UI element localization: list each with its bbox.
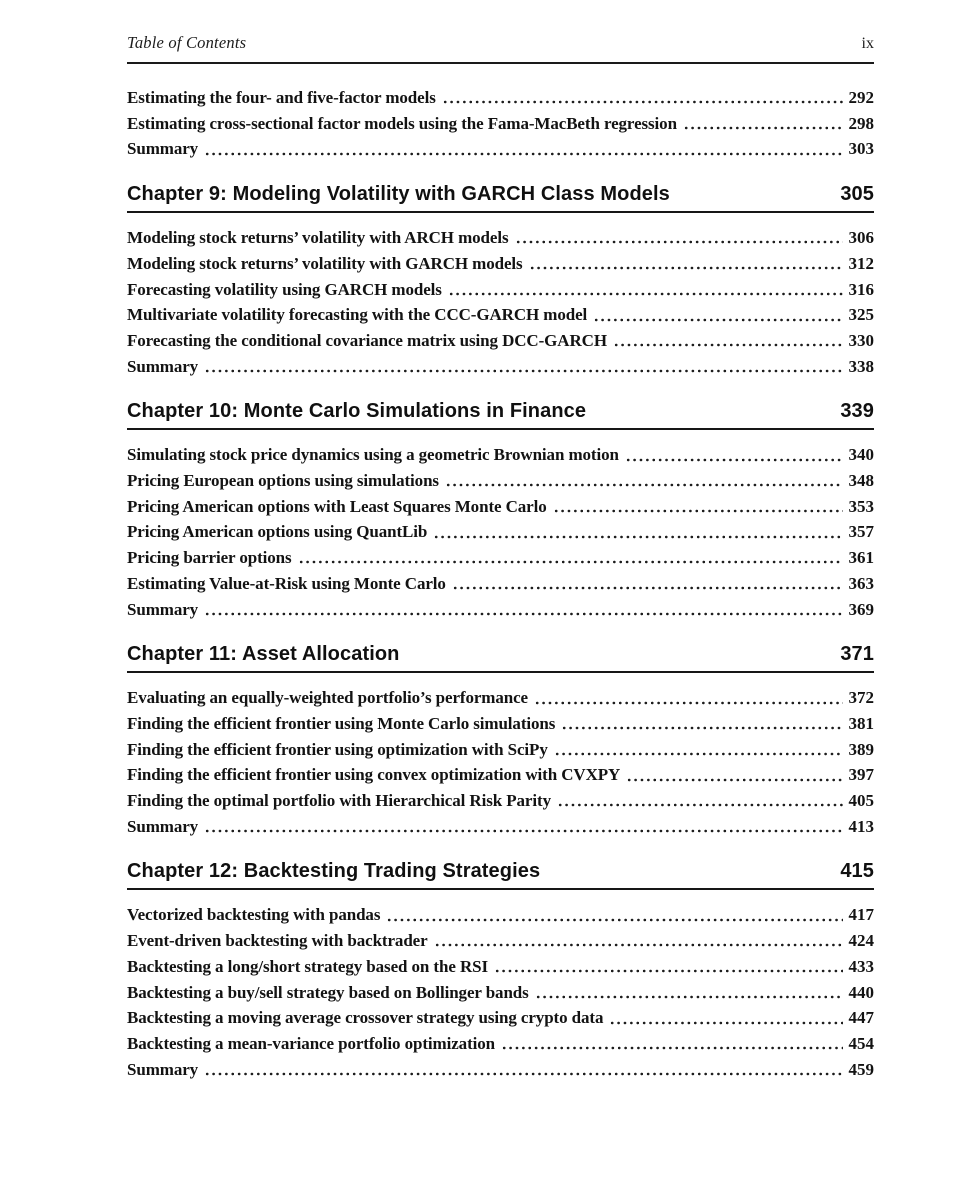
chapter-page-number: 415 <box>840 860 874 883</box>
toc-entry <box>127 980 874 1006</box>
toc-entry-title: Backtesting a long/short strategy based on the RSI <box>127 956 488 976</box>
toc-entry-page-number: 303 <box>848 139 874 159</box>
dot-leader <box>298 545 843 571</box>
toc-entry <box>127 711 874 737</box>
toc-entry-title: Finding the efficient frontier using Monte Carlo simulations <box>127 713 556 733</box>
toc-entry-title: Estimating cross-sectional factor models using the Fama-MacBeth regression <box>127 113 677 133</box>
toc-section <box>127 644 874 839</box>
toc-entry-page-number: 348 <box>848 471 874 491</box>
toc-entry <box>127 545 874 571</box>
toc-entry-page-number: 353 <box>848 496 874 516</box>
toc-entry-page-number: 413 <box>848 816 874 836</box>
dot-leader <box>609 1005 843 1031</box>
chapter-page-number: 371 <box>840 643 874 666</box>
dot-leader <box>386 902 843 928</box>
toc-entry <box>127 597 874 623</box>
toc-entry-page-number: 292 <box>848 88 874 107</box>
toc-entry <box>127 1005 874 1031</box>
toc-entry <box>127 685 874 711</box>
toc-entry-page-number: 459 <box>848 1059 874 1079</box>
dot-leader <box>501 1031 843 1057</box>
dot-leader <box>535 980 843 1006</box>
chapter-title: Chapter 9: Modeling Volatility with GARCH Class Models <box>127 183 670 206</box>
dot-leader <box>433 519 843 545</box>
toc-section <box>127 85 874 162</box>
chapter-page-number: 339 <box>840 400 874 423</box>
dot-leader <box>434 928 843 954</box>
toc-entry <box>127 442 874 468</box>
toc-entry-page-number: 312 <box>848 253 874 273</box>
dot-leader <box>625 442 843 468</box>
dot-leader <box>445 468 843 494</box>
toc-entry-title: Finding the efficient frontier using convex optimization with CVXPY <box>127 765 621 785</box>
toc-entry <box>127 494 874 520</box>
toc-entry <box>127 814 874 840</box>
toc-entry-page-number: 325 <box>848 305 874 325</box>
toc-entry-title: Backtesting a buy/sell strategy based on Bollinger bands <box>127 982 529 1002</box>
toc-entry-page-number: 440 <box>848 982 874 1002</box>
running-header <box>127 33 874 64</box>
toc-entry <box>127 519 874 545</box>
toc-entry <box>127 136 874 162</box>
toc-entry <box>127 251 874 277</box>
toc-entry-page-number: 405 <box>848 791 874 811</box>
dot-leader <box>494 954 843 980</box>
toc-section <box>127 401 874 622</box>
entry-list <box>127 442 874 622</box>
dot-leader <box>593 302 843 328</box>
toc-entry <box>127 328 874 354</box>
toc-entry-page-number: 424 <box>848 931 874 951</box>
running-header-title: Table of Contents <box>127 33 247 52</box>
toc-entry-title: Simulating stock price dynamics using a geometric Brownian motion <box>127 445 619 465</box>
toc-entry-title: Summary <box>127 816 199 836</box>
dot-leader <box>452 571 843 597</box>
toc-entry <box>127 277 874 303</box>
toc-entry-page-number: 330 <box>848 330 874 350</box>
toc-entry-page-number: 372 <box>848 688 874 708</box>
chapter-title: Chapter 12: Backtesting Trading Strategies <box>127 860 541 883</box>
toc-entry-title: Estimating Value-at-Risk using Monte Carlo <box>127 573 446 593</box>
toc-entry-title: Modeling stock returns’ volatility with ARCH models <box>127 228 509 248</box>
toc-entry-page-number: 316 <box>848 279 874 299</box>
dot-leader <box>554 737 843 763</box>
toc-entry <box>127 737 874 763</box>
dot-leader <box>204 597 843 623</box>
entry-list <box>127 685 874 839</box>
toc-entry-page-number: 338 <box>848 356 874 376</box>
toc-entry-title: Pricing American options using QuantLib <box>127 522 428 542</box>
toc-sections <box>127 85 874 1082</box>
chapter-title: Chapter 11: Asset Allocation <box>127 643 400 666</box>
toc-entry <box>127 468 874 494</box>
dot-leader <box>529 251 843 277</box>
dot-leader <box>442 85 843 111</box>
toc-entry <box>127 225 874 251</box>
running-header-page-number: ix <box>861 35 874 52</box>
dot-leader <box>613 328 843 354</box>
toc-entry-title: Modeling stock returns’ volatility with GARCH models <box>127 253 523 273</box>
toc-entry-title: Backtesting a moving average crossover strategy using crypto data <box>127 1008 604 1028</box>
toc-entry-page-number: 340 <box>848 445 874 465</box>
toc-entry-title: Backtesting a mean-variance portfolio optimization <box>127 1033 496 1053</box>
toc-entry <box>127 762 874 788</box>
chapter-heading <box>127 861 874 890</box>
toc-entry-page-number: 389 <box>848 739 874 759</box>
toc-entry-title: Pricing European options using simulations <box>127 471 439 491</box>
chapter-heading <box>127 401 874 430</box>
dot-leader <box>626 762 843 788</box>
toc-entry <box>127 354 874 380</box>
chapter-title: Chapter 10: Monte Carlo Simulations in Finance <box>127 400 587 423</box>
toc-entry-title: Pricing American options with Least Squares Monte Carlo <box>127 496 547 516</box>
toc-entry <box>127 954 874 980</box>
toc-entry <box>127 302 874 328</box>
toc-entry-title: Estimating the four- and five-factor models <box>127 88 436 107</box>
dot-leader <box>448 277 843 303</box>
toc-entry-page-number: 397 <box>848 765 874 785</box>
toc-entry-page-number: 357 <box>848 522 874 542</box>
dot-leader <box>534 685 843 711</box>
toc-entry-title: Multivariate volatility forecasting with the CCC-GARCH model <box>127 305 588 325</box>
toc-entry <box>127 571 874 597</box>
toc-entry-title: Finding the optimal portfolio with Hierarchical Risk Parity <box>127 791 551 811</box>
toc-entry-title: Forecasting volatility using GARCH models <box>127 279 442 299</box>
toc-entry-title: Finding the efficient frontier using optimization with SciPy <box>127 739 548 759</box>
toc-entry-title: Evaluating an equally-weighted portfolio’s performance <box>127 688 529 708</box>
entry-list <box>127 902 874 1082</box>
entry-list <box>127 225 874 379</box>
toc-entry <box>127 902 874 928</box>
toc-entry-page-number: 381 <box>848 713 874 733</box>
toc-entry-title: Forecasting the conditional covariance matrix using DCC-GARCH <box>127 330 607 350</box>
toc-entry-title: Summary <box>127 599 199 619</box>
toc-section <box>127 861 874 1082</box>
toc-entry <box>127 1031 874 1057</box>
dot-leader <box>561 711 843 737</box>
dot-leader <box>683 111 843 137</box>
toc-entry-page-number: 447 <box>848 1008 874 1028</box>
toc-entry-title: Pricing barrier options <box>127 548 292 568</box>
toc-entry <box>127 1057 874 1083</box>
toc-entry-page-number: 363 <box>848 573 874 593</box>
toc-entry-page-number: 306 <box>848 228 874 248</box>
toc-entry <box>127 928 874 954</box>
chapter-page-number: 305 <box>840 183 874 206</box>
toc-entry-page-number: 454 <box>848 1033 874 1053</box>
toc-entry-title: Vectorized backtesting with pandas <box>127 905 381 925</box>
toc-section <box>127 184 874 379</box>
toc-entry-page-number: 433 <box>848 956 874 976</box>
chapter-heading <box>127 184 874 213</box>
toc-entry <box>127 111 874 137</box>
dot-leader <box>204 136 843 162</box>
dot-leader <box>204 1057 843 1083</box>
toc-entry-page-number: 298 <box>848 113 874 133</box>
toc-entry-title: Summary <box>127 139 199 159</box>
dot-leader <box>204 354 843 380</box>
dot-leader <box>557 788 843 814</box>
entry-list <box>127 85 874 162</box>
toc-entry-title: Summary <box>127 1059 199 1079</box>
toc-entry-page-number: 369 <box>848 599 874 619</box>
dot-leader <box>553 494 843 520</box>
toc-entry <box>127 85 874 111</box>
chapter-heading <box>127 644 874 673</box>
toc-entry-page-number: 361 <box>848 548 874 568</box>
toc-entry <box>127 788 874 814</box>
dot-leader <box>204 814 843 840</box>
toc-entry-title: Summary <box>127 356 199 376</box>
toc-entry-title: Event-driven backtesting with backtrader <box>127 931 428 951</box>
toc-entry-page-number: 417 <box>848 905 874 925</box>
dot-leader <box>515 225 844 251</box>
